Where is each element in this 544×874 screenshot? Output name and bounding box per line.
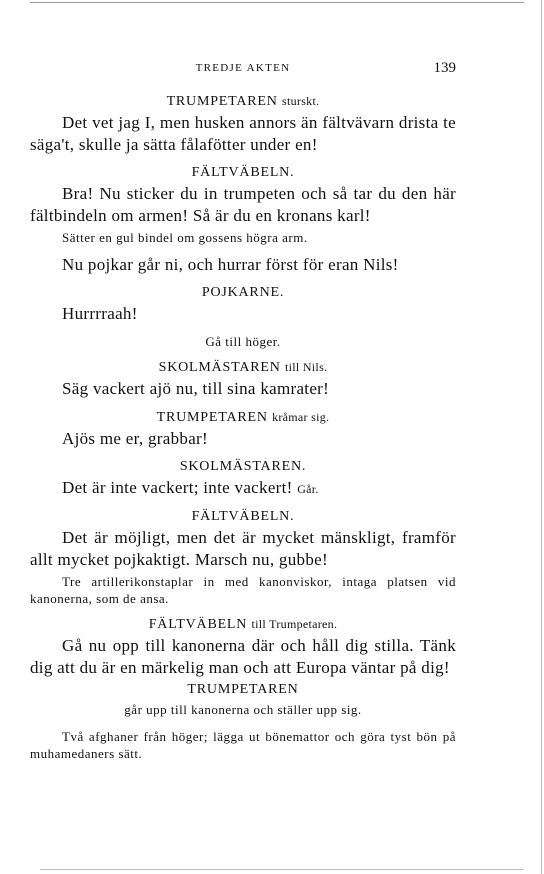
speech-line: Nu pojkar går ni, och hurrar först för eran Nils! [62,255,399,274]
speech-line: Gå nu opp till kanonerna där och håll dig stilla. Tänk dig att du är en märkelig man och att Europa väntar på dig! [30,636,456,677]
speaker-name: FÄLTVÄBELN. [191,165,295,180]
running-head [30,60,456,80]
page-number: 139 [433,60,456,76]
speaker-heading [30,164,456,182]
speech-line: Hurrrraah! [62,304,138,323]
speaker-heading [30,284,456,302]
stage-direction-inline: sturskt. [282,94,320,108]
speaker-name: FÄLTVÄBELN [148,617,248,632]
speech-text: Det är inte vackert; inte vackert! [62,478,293,497]
stage-direction: Sätter en gul bindel om gossens högra arm. [62,230,308,245]
speaker-heading [30,358,456,377]
speech-line [30,477,456,500]
stage-direction: Tre artillerikonstaplar in med kanonviskor, intaga platsen vid kanonerna, som de ansa. [30,574,456,606]
speaker-name: POJKARNE. [201,285,285,300]
speaker-heading [30,92,456,111]
speaker-name: TRUMPETAREN [156,410,268,425]
stage-direction: går upp till kanonerna och ställer upp sig. [124,702,362,717]
speaker-heading [30,508,456,526]
speaker-heading [30,681,456,699]
speaker-heading [30,615,456,634]
speech-line: Bra! Nu sticker du in trumpeten och så tar du den här fältbindeln om armen! Så är du en kronans karl! [30,184,456,225]
page-edge-right [541,0,542,874]
stage-direction-inline: kråmar sig. [272,410,330,424]
running-head-title: TREDJE AKTEN [195,62,291,74]
speech-line: Det är möjligt, men det är mycket mänskligt, framför allt mycket pojkaktigt. Marsch nu, gubbe! [30,528,456,569]
page-edge-bottom [40,869,524,870]
speech-line: Ajös me er, grabbar! [62,429,208,448]
speech-line: Det vet jag I, men husken annors än fältvävarn drista te säga't, skulle ja sätta fålafötter under en! [30,113,456,154]
stage-direction: Gå till höger. [205,334,281,349]
stage-direction: Två afghaner från höger; lägga ut bönemattor och göra tyst bön på muhamedaners sätt. [30,729,456,761]
speaker-name: SKOLMÄSTAREN [158,360,281,375]
stage-direction-inline: till Nils. [285,360,328,374]
stage-direction-inline: till Trumpetaren. [251,617,338,631]
page-edge-top [30,2,524,3]
speech-line: Säg vackert ajö nu, till sina kamrater! [62,379,330,398]
speaker-name: SKOLMÄSTAREN. [179,459,307,474]
speaker-name: FÄLTVÄBELN. [191,509,295,524]
stage-direction-inline: Går. [297,482,319,496]
speaker-name: TRUMPETAREN [166,94,278,109]
speaker-name: TRUMPETAREN [187,682,299,697]
speaker-heading [30,458,456,476]
play-text [30,88,456,762]
speaker-heading [30,408,456,427]
